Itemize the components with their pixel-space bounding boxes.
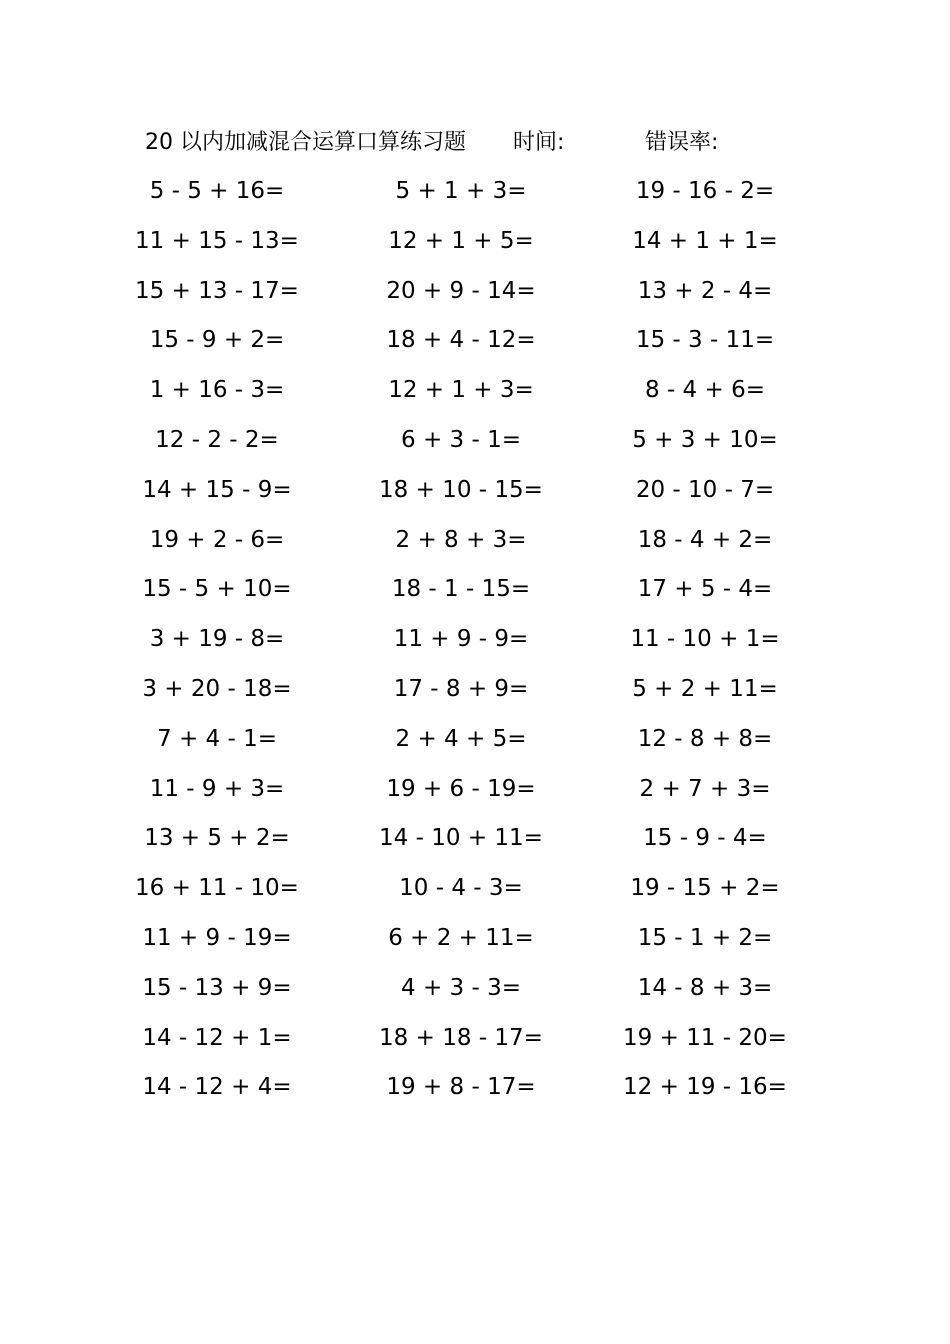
math-problem: 19 + 2 - 6= xyxy=(149,526,285,553)
math-problem: 12 - 8 + 8= xyxy=(637,725,773,752)
problem-row xyxy=(0,218,950,268)
math-problem: 19 + 6 - 19= xyxy=(386,775,536,802)
math-problem: 20 - 10 - 7= xyxy=(635,476,775,503)
problem-row xyxy=(0,517,950,567)
problem-row xyxy=(0,1064,950,1114)
math-problem: 11 + 15 - 13= xyxy=(135,227,299,254)
math-problem: 15 - 5 + 10= xyxy=(142,576,292,603)
math-problem: 5 + 2 + 11= xyxy=(632,675,778,702)
math-problem: 19 - 16 - 2= xyxy=(635,178,775,204)
problem-row xyxy=(0,865,950,915)
math-problem: 14 - 12 + 1= xyxy=(142,1024,292,1051)
problem-row xyxy=(0,965,950,1015)
math-problem: 11 + 9 - 19= xyxy=(142,924,292,951)
math-problem: 5 + 1 + 3= xyxy=(395,178,527,204)
worksheet-header xyxy=(145,126,845,160)
math-problem: 19 - 15 + 2= xyxy=(630,875,780,902)
problem-row xyxy=(0,815,950,865)
math-problem: 15 - 13 + 9= xyxy=(142,974,292,1001)
math-problem: 4 + 3 - 3= xyxy=(401,974,521,1001)
math-problem: 15 - 9 + 2= xyxy=(149,327,285,354)
problem-row xyxy=(0,467,950,517)
math-problem: 18 - 1 - 15= xyxy=(391,576,531,603)
math-problem: 3 + 20 - 18= xyxy=(142,675,292,702)
problem-row xyxy=(0,168,950,218)
math-problem: 11 + 9 - 9= xyxy=(393,626,529,653)
math-problem: 18 + 18 - 17= xyxy=(379,1024,543,1051)
problem-row xyxy=(0,317,950,367)
math-problem: 14 - 12 + 4= xyxy=(142,1074,292,1101)
problem-row xyxy=(0,666,950,716)
math-problem: 2 + 4 + 5= xyxy=(395,725,527,752)
math-problem: 20 + 9 - 14= xyxy=(386,277,536,304)
math-problem: 15 - 1 + 2= xyxy=(637,924,773,951)
math-problem: 8 - 4 + 6= xyxy=(645,377,765,404)
math-problem: 15 + 13 - 17= xyxy=(135,277,299,304)
math-problem: 2 + 8 + 3= xyxy=(395,526,527,553)
math-problem: 18 + 10 - 15= xyxy=(379,476,543,503)
math-problem: 1 + 16 - 3= xyxy=(149,377,285,404)
problem-row xyxy=(0,766,950,816)
math-problem: 15 - 3 - 11= xyxy=(635,327,775,354)
math-problem: 14 - 10 + 11= xyxy=(379,825,543,852)
math-problem: 17 + 5 - 4= xyxy=(637,576,773,603)
worksheet-title: 20 以内加减混合运算口算练习题 xyxy=(145,130,466,155)
math-problem: 12 + 1 + 5= xyxy=(388,227,534,254)
time-label: 时间: xyxy=(513,130,565,155)
math-problem: 2 + 7 + 3= xyxy=(639,775,771,802)
math-problem: 14 + 15 - 9= xyxy=(142,476,292,503)
problem-row xyxy=(0,716,950,766)
error-rate-label: 错误率: xyxy=(645,130,719,155)
problem-row xyxy=(0,1015,950,1065)
math-problem: 3 + 19 - 8= xyxy=(149,626,285,653)
math-problem: 7 + 4 - 1= xyxy=(157,725,277,752)
math-problem: 19 + 11 - 20= xyxy=(623,1024,787,1051)
problem-row xyxy=(0,268,950,318)
problem-row xyxy=(0,915,950,965)
math-problem: 5 - 5 + 16= xyxy=(149,178,285,204)
math-problem: 18 - 4 + 2= xyxy=(637,526,773,553)
math-problem: 16 + 11 - 10= xyxy=(135,875,299,902)
math-problem: 12 - 2 - 2= xyxy=(155,426,279,453)
math-problem: 14 + 1 + 1= xyxy=(632,227,778,254)
math-problem: 18 + 4 - 12= xyxy=(386,327,536,354)
math-problem: 14 - 8 + 3= xyxy=(637,974,773,1001)
problem-grid xyxy=(0,168,950,1114)
problem-row xyxy=(0,616,950,666)
math-problem: 11 - 9 + 3= xyxy=(149,775,285,802)
math-problem: 13 + 5 + 2= xyxy=(144,825,290,852)
problem-row xyxy=(0,367,950,417)
math-problem: 11 - 10 + 1= xyxy=(630,626,780,653)
problem-row xyxy=(0,566,950,616)
math-problem: 12 + 19 - 16= xyxy=(623,1074,787,1101)
problem-row xyxy=(0,417,950,467)
math-problem: 5 + 3 + 10= xyxy=(632,426,778,453)
math-problem: 15 - 9 - 4= xyxy=(643,825,767,852)
math-problem: 12 + 1 + 3= xyxy=(388,377,534,404)
math-problem: 6 + 3 - 1= xyxy=(401,426,521,453)
math-problem: 10 - 4 - 3= xyxy=(399,875,523,902)
math-problem: 19 + 8 - 17= xyxy=(386,1074,536,1101)
math-problem: 6 + 2 + 11= xyxy=(388,924,534,951)
math-problem: 13 + 2 - 4= xyxy=(637,277,773,304)
math-problem: 17 - 8 + 9= xyxy=(393,675,529,702)
